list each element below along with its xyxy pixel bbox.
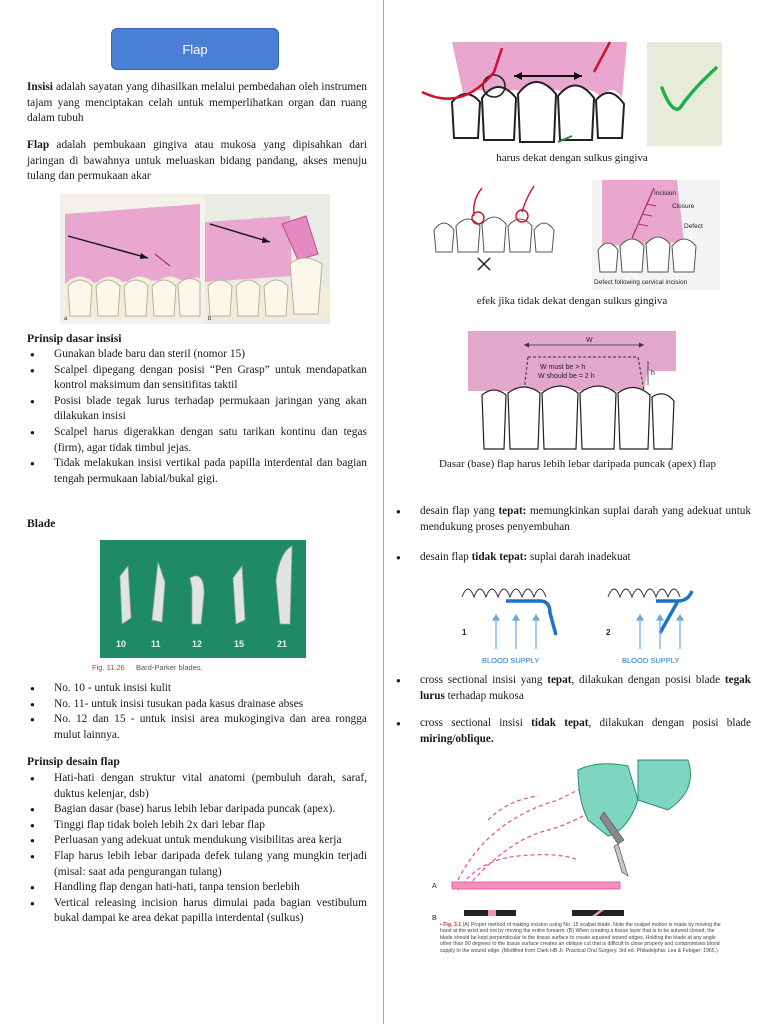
flap-term: Flap — [27, 139, 50, 151]
blade-uses-list — [27, 681, 367, 743]
fig3-label-w-eq-2h: W should be = 2 h — [538, 373, 595, 380]
fig5-caption-prefix: • Fig. 3.1 — [440, 922, 462, 928]
title-text: Flap — [182, 41, 208, 57]
text-bold: miring/oblique. — [420, 732, 494, 745]
blade-num: 21 — [277, 639, 288, 649]
list-item-desain-tidak-tepat — [393, 550, 751, 566]
list-item: ● No. 11- untuk insisi tusukan pada kasus drainase abses — [27, 697, 367, 713]
list-item: ● Scalpel harus digerakkan dengan satu tarikan kontinu dan tegas (firm), agar tidak timbul jejas. — [27, 425, 367, 456]
list-item: ● Flap harus lebih lebar daripada defek tulang yang mungkin terjadi (misal: saat ada pengurangan tulang) — [27, 849, 367, 880]
text: , dilakukan dengan posisi blade — [588, 717, 751, 730]
caption-3: Dasar (base) flap harus lebih lebar daripada puncak (apex) flap — [438, 458, 716, 470]
flap-def-text: adalah pembukaan gingiva atau mukosa yang dipisahkan dari jaringan di bawahnya untuk meluaskan bidang pandang, akses menuju tulang dan permukaan akar — [27, 139, 367, 183]
text-bold: tepat — [547, 674, 572, 686]
list-item: ● Vertical releasing incision harus dimulai pada bagian vestibulum bukal dampai ke area dekat papilla interdental (sulkus) — [27, 896, 367, 927]
fig2-label-defect: Defect — [684, 223, 703, 230]
caption-2: efek jika tidak dekat dengan sulkus gingiva — [476, 295, 668, 307]
text: suplai darah inadekuat — [527, 551, 631, 564]
blood-supply-text: BLOOD SUPPLY — [482, 656, 540, 665]
prinsip-desain-heading: Prinsip desain flap — [27, 755, 120, 768]
blade-figure — [92, 540, 306, 674]
list-item: ● Tinggi flap tidak boleh lebih 2x dari lebar flap — [27, 818, 367, 834]
list-item-cross-tidak-tepat — [393, 716, 751, 747]
fig5-label-b: B — [432, 915, 437, 922]
list-item: ● No. 12 dan 15 - untuk insisi area mukogingiva dan area rongga mulut lainnya. — [27, 712, 367, 743]
fig2-label-closure: Closure — [672, 203, 695, 210]
fig2-label-incision: Incision — [654, 190, 677, 197]
text: cross sectional insisi — [420, 717, 532, 730]
blade-fig-prefix: Fig. 11.26 — [92, 663, 125, 672]
cross-section-list — [393, 673, 751, 747]
text-bold: tidak tepat — [531, 717, 589, 730]
fig2-label-cervical: Defect following cervical incision — [594, 279, 688, 286]
text: memungkinkan suplai darah yang adekuat untuk mendukung proses penyembuhan — [420, 505, 751, 533]
blade-12-icon — [190, 576, 204, 624]
text: desain flap — [420, 551, 472, 564]
list-item: ● Scalpel dipegang dengan posisi “Pen Grasp” untuk mendapatkan kontrol maksimum dan sensitifitas taktil — [27, 363, 367, 394]
fig3-label-w: W — [586, 337, 593, 344]
prinsip-insisi-heading: Prinsip dasar insisi — [27, 332, 122, 345]
text-bold: tepat: — [498, 505, 527, 517]
prinsip-insisi-list — [27, 347, 367, 487]
text-bold: tegak lurus — [420, 674, 751, 702]
blood-label-1: 1 — [462, 628, 467, 637]
list-item: ● Hati-hati dengan struktur vital anatomi (pembuluh darah, saraf, duktus kelenjar, dsb) — [27, 771, 367, 802]
list-item: ● Tidak melakukan insisi vertikal pada papilla interdental dan bagian tengah permukaan labial/bukal gigi. — [27, 456, 367, 487]
insisi-definition — [27, 80, 367, 127]
flap-illustration — [60, 194, 330, 324]
fig5-caption-text: (A) Proper method of making incision using No. 15 scalpel blade. Note the scalpel motion is made by moving the hand at the wrist and not by moving the entire forearm. (B) When creating a tissue layer that is to be sutured closed, the blade should be kept perpendicular to the tissue surface to create squared wound edges. Holding the blade at any angle other than 90 degrees to the tissue surface creates an oblique cut that is difficult to close properly and compromises blood supply to the wound edge. (Modified from Clark HB Jr. Practical Oral Surgery. 3rd ed. Philadelphia: Lea & Febiger; 1965.) — [440, 922, 721, 954]
fig5-caption — [440, 922, 724, 954]
blood-supply-figure — [456, 573, 704, 669]
blade-num: 10 — [116, 639, 127, 649]
fig-label-b: b — [208, 316, 212, 322]
desain-list — [393, 504, 751, 566]
text: terhadap mukosa — [444, 689, 524, 702]
list-item: ● Bagian dasar (base) harus lebih lebar daripada puncak (apex). — [27, 802, 367, 818]
fig3-label-h: h — [651, 370, 655, 377]
fig3-label-w-gt-h: W must be > h — [540, 364, 586, 371]
blade-num: 12 — [192, 639, 203, 649]
list-item: ● Posisi blade tegak lurus terhadap permukaan jaringan yang akan dilakukan insisi — [27, 394, 367, 425]
text: desain flap yang — [420, 505, 499, 517]
prinsip-desain-list — [27, 771, 367, 927]
blade-heading: Blade — [27, 517, 56, 530]
list-item-desain-tepat — [393, 504, 751, 535]
blood-label-2: 2 — [606, 628, 611, 637]
base-width-figure — [468, 331, 676, 452]
column-divider — [383, 0, 384, 1024]
fig-label-a: a — [64, 316, 68, 322]
text: , dilakukan dengan posisi blade — [571, 674, 725, 686]
title-button[interactable] — [111, 28, 279, 70]
list-item-cross-tepat — [393, 673, 751, 704]
blood-supply-text: BLOOD SUPPLY — [622, 656, 680, 665]
blade-num: 11 — [151, 639, 161, 649]
text: cross sectional insisi yang — [420, 674, 548, 686]
caption-1: harus dekat dengan sulkus gingiva — [496, 152, 648, 164]
list-item: ● No. 10 - untuk insisi kulit — [27, 681, 367, 697]
list-item: ● Gunakan blade baru dan steril (nomor 15) — [27, 347, 367, 363]
insisi-def-text: adalah sayatan yang dihasilkan melalui pembedahan oleh instrumen tajam yang menciptakan celah untuk memperlihatkan organ dan ruang dalam tubuh — [27, 81, 367, 125]
list-item: ● Handling flap dengan hati-hati, tanpa tension berlebih — [27, 880, 367, 896]
sulcus-incision-figure — [422, 42, 722, 146]
scalpel-technique-figure — [428, 760, 726, 986]
fig5-label-a: A — [432, 883, 437, 890]
flap-definition — [27, 138, 367, 185]
blade-fig-caption: Bard-Parker blades. — [136, 663, 203, 672]
blade-num: 15 — [234, 639, 245, 649]
text-bold: tidak tepat: — [471, 551, 528, 564]
defect-figure — [422, 180, 720, 290]
insisi-term: Insisi — [27, 81, 53, 93]
list-item: ● Perluasan yang adekuat untuk mendukung visibilitas area kerja — [27, 833, 367, 849]
